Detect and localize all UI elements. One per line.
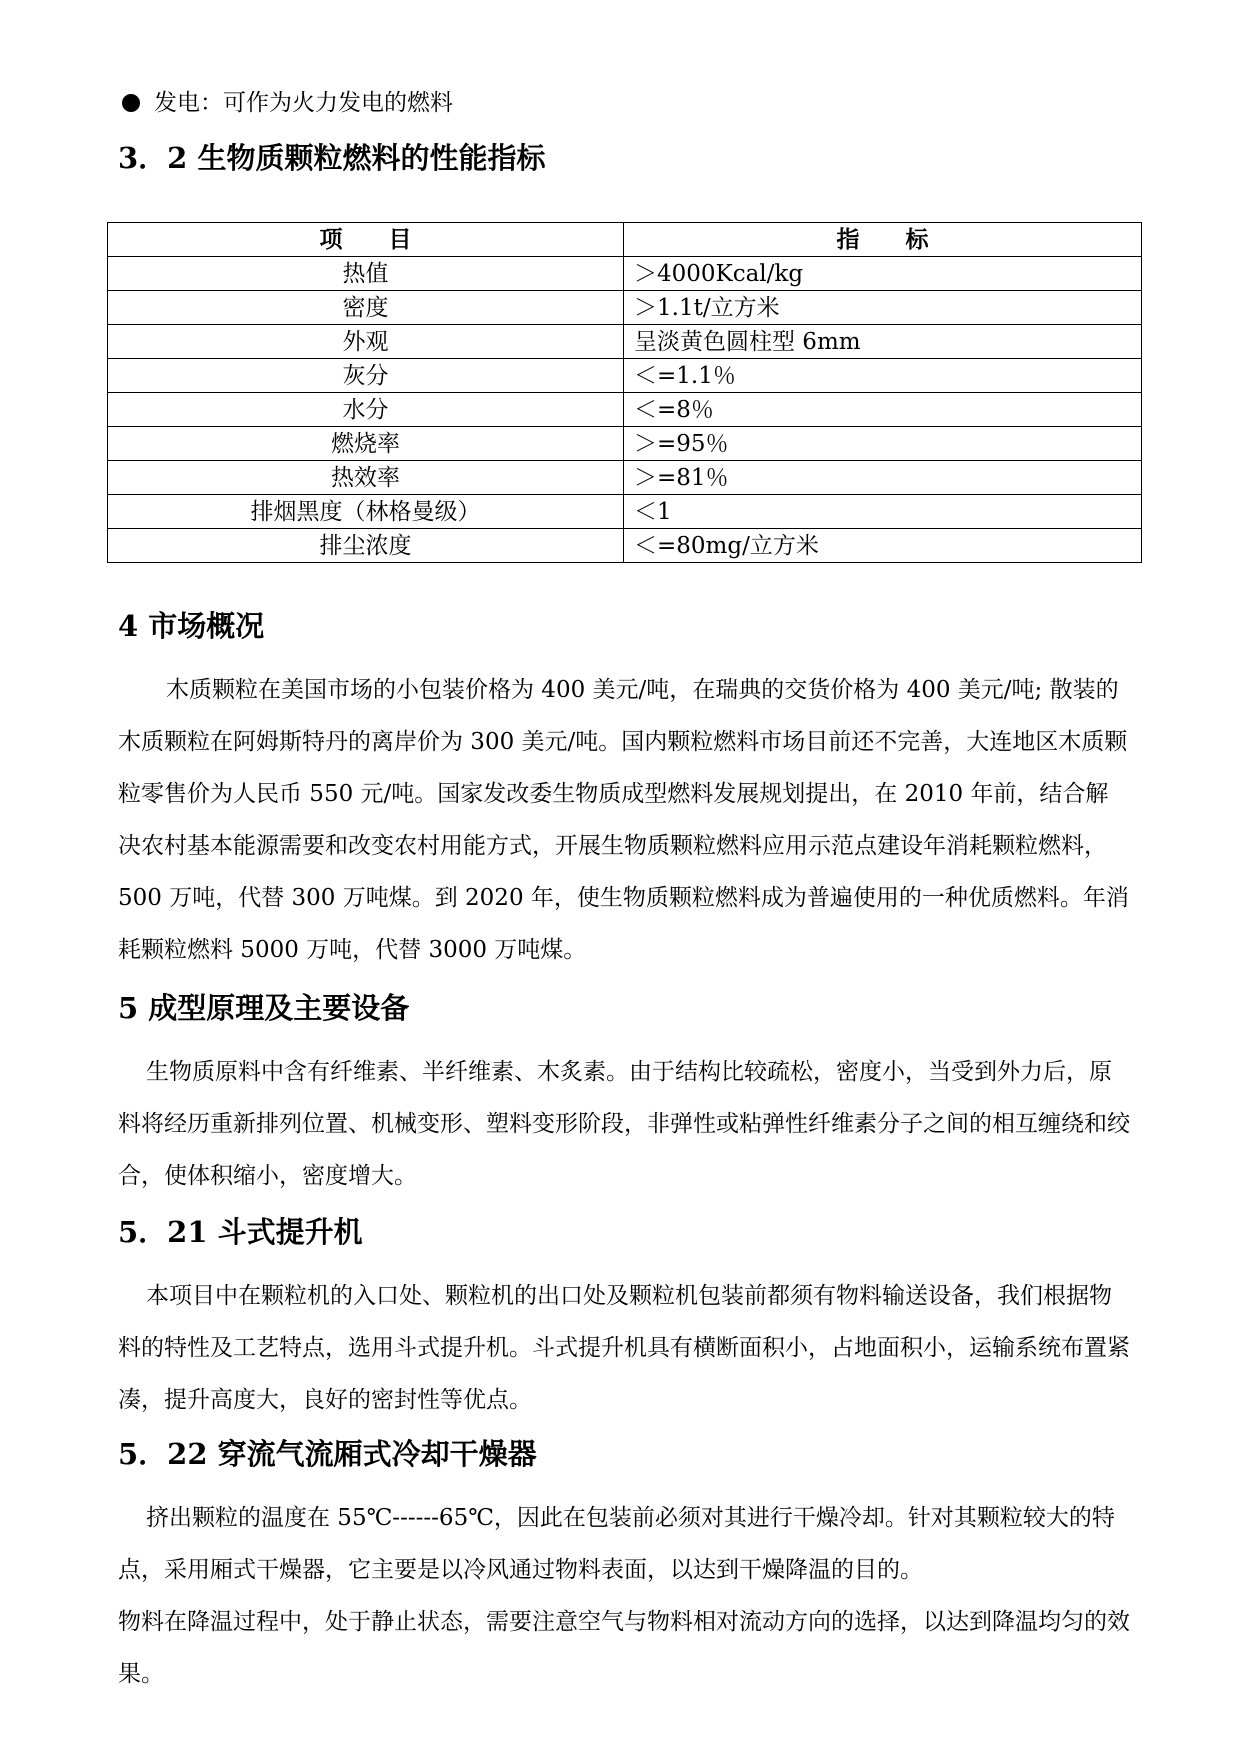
table-row — [108, 359, 1142, 393]
table-cell-value: ＜1 — [624, 495, 1142, 529]
paragraph: 生物质原料中含有纤维素、半纤维素、木炙素。由于结构比较疏松，密度小，当受到外力后，原料将经历重新排列位置、机械变形、塑料变形阶段，非弹性或粘弹性纤维素分子之间的相互缠绕和绞合，使体积缩小，密度增大。 — [118, 1059, 1130, 1189]
bullet-dot-icon — [122, 94, 140, 112]
table-cell-value: ＜=80mg/立方米 — [624, 529, 1142, 563]
table-row — [108, 325, 1142, 359]
table-header-value: 指 标 — [624, 223, 1142, 257]
table-row — [108, 427, 1142, 461]
table-header-row — [108, 223, 1142, 257]
table-cell-value: ＞=81％ — [624, 461, 1142, 495]
table-row — [108, 529, 1142, 563]
spec-table — [107, 222, 1142, 563]
table-cell-item: 灰分 — [108, 359, 624, 393]
paragraph: 物料在降温过程中，处于静止状态，需要注意空气与物料相对流动方向的选择，以达到降温均匀的效果。 — [118, 1609, 1130, 1687]
table-cell-item: 外观 — [108, 325, 624, 359]
table-cell-item: 排烟黑度（林格曼级） — [108, 495, 624, 529]
table-cell-value: ＞1.1t/立方米 — [624, 291, 1142, 325]
section-heading-4: 4 市场概况 — [118, 609, 265, 643]
section-heading-3-2: 3．2 生物质颗粒燃料的性能指标 — [118, 141, 546, 175]
bullet-text: 发电：可作为火力发电的燃料 — [154, 90, 453, 116]
table-cell-item: 水分 — [108, 393, 624, 427]
section-5-22-body — [118, 1492, 1130, 1700]
table-row — [108, 461, 1142, 495]
paragraph: 挤出颗粒的温度在 55℃------65℃，因此在包装前必须对其进行干燥冷却。针对其颗粒较大的特点，采用厢式干燥器，它主要是以冷风通过物料表面，以达到干燥降温的目的。 — [118, 1505, 1115, 1583]
table-cell-item: 排尘浓度 — [108, 529, 624, 563]
table-cell-item: 热值 — [108, 257, 624, 291]
table-row — [108, 291, 1142, 325]
table-cell-item: 燃烧率 — [108, 427, 624, 461]
table-cell-value: ＞=95％ — [624, 427, 1142, 461]
section-heading-5: 5 成型原理及主要设备 — [118, 991, 410, 1025]
paragraph: 本项目中在颗粒机的入口处、颗粒机的出口处及颗粒机包装前都须有物料输送设备，我们根据物料的特性及工艺特点，选用斗式提升机。斗式提升机具有横断面积小，占地面积小，运输系统布置紧凑，提升高度大，良好的密封性等优点。 — [118, 1283, 1130, 1413]
table-row — [108, 257, 1142, 291]
table-header-item: 项 目 — [108, 223, 624, 257]
section-heading-5-21: 5．21 斗式提升机 — [118, 1215, 363, 1249]
table-cell-value: ＜=1.1％ — [624, 359, 1142, 393]
table-cell-item: 热效率 — [108, 461, 624, 495]
table-row — [108, 495, 1142, 529]
table-cell-item: 密度 — [108, 291, 624, 325]
bullet-item — [122, 86, 453, 120]
section-5-21-body — [118, 1270, 1130, 1426]
paragraph: 木质颗粒在美国市场的小包装价格为 400 美元/吨，在瑞典的交货价格为 400 美元/吨; 散装的木质颗粒在阿姆斯特丹的离岸价为 300 美元/吨。国内颗粒燃料市场目前还不完善，大连地区木质颗粒零售价为人民币 550 元/吨。国家发改委生物质成型燃料发展规划提出，在 2010 年前，结合解决农村基本能源需要和改变农村用能方式，开展生物质颗粒燃料应用示范点建设年消耗颗粒燃料，500 万吨，代替 300 万吨煤。到 2020 年，使生物质颗粒燃料成为普遍使用的一种优质燃料。年消耗颗粒燃料 5000 万吨，代替 3000 万吨煤。 — [118, 677, 1129, 963]
section-4-body — [118, 664, 1130, 976]
table-row — [108, 393, 1142, 427]
section-heading-5-22: 5．22 穿流气流厢式冷却干燥器 — [118, 1437, 537, 1471]
table-cell-value: ＜=8％ — [624, 393, 1142, 427]
table-cell-value: 呈淡黄色圆柱型 6mm — [624, 325, 1142, 359]
section-5-body — [118, 1046, 1130, 1202]
table-cell-value: ＞4000Kcal/kg — [624, 257, 1142, 291]
